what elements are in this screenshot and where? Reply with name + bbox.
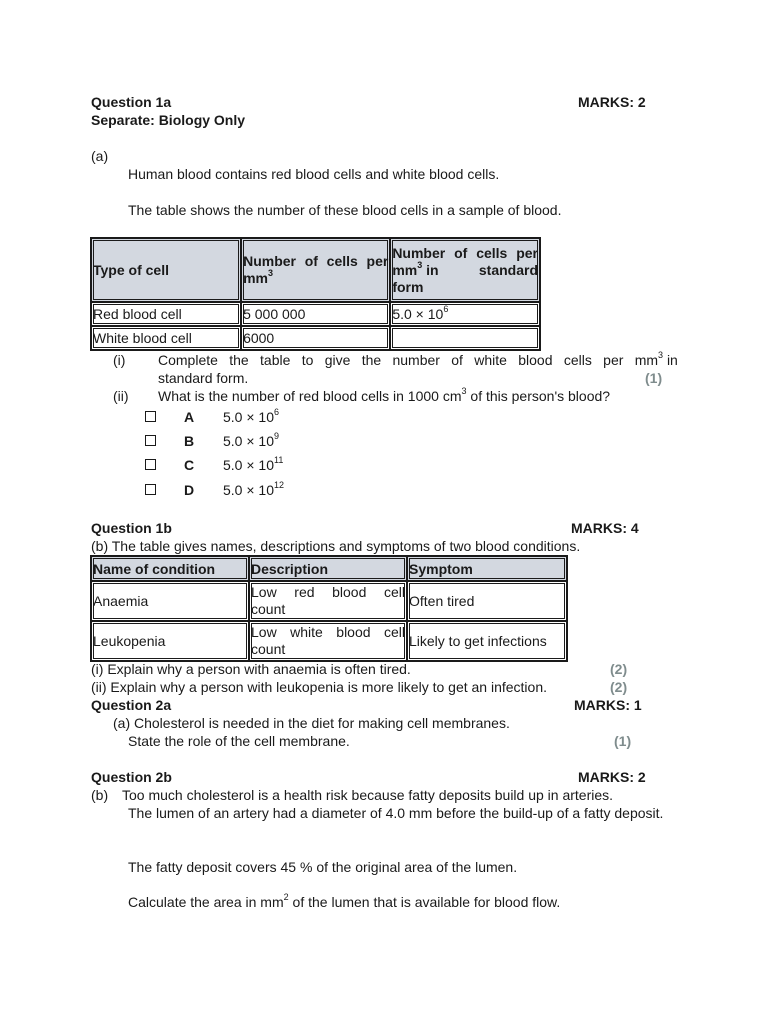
question-2a-line1: (a) Cholesterol is needed in the diet for making cell membranes. — [113, 715, 510, 731]
option-a[interactable]: A $5.0 \times 10^6$ — [145, 408, 156, 426]
question-1b-intro: (b) The table gives names, descriptions and symptoms of two blood conditions. — [91, 538, 581, 554]
question-2b-paragraph: The lumen of an artery had a diameter of 4.0 mm before the build-up of a fatty deposit. — [128, 805, 664, 821]
table-row: Red blood cell — [91, 302, 241, 326]
option-b[interactable]: B $5.0 \times 10^9$ — [145, 432, 156, 450]
option-c[interactable]: C $5.0 \times 10^{11}$ — [145, 456, 156, 474]
question-1a-subtitle: Separate: Biology Only — [91, 112, 246, 128]
question-2b-marks: MARKS: 2 — [578, 769, 646, 785]
checkbox-icon[interactable] — [145, 459, 156, 470]
question-2a-mark: (1) — [614, 733, 632, 749]
question-2a-title: Question 2a — [91, 697, 172, 713]
question-1a-part: (a) — [91, 148, 109, 164]
question-1a-line2: The table shows the number of these blood cells in a sample of blood. — [128, 202, 562, 218]
table-row: Anaemia — [91, 581, 249, 621]
question-2b-line1: Too much cholesterol is a health risk because fatty deposits build up in arteries. — [122, 787, 614, 803]
sub-question-i-mark: (1) — [645, 370, 663, 386]
question-1b-sub-ii: (ii) Explain why a person with leukopenia is more likely to get an infection. — [91, 679, 548, 695]
question-1a-marks: MARKS: 2 — [578, 94, 646, 110]
table-header-type: Type of cell — [91, 238, 241, 302]
table-header-standard-form: Number of cells per $mm^3$ in standard form — [390, 238, 540, 302]
checkbox-icon[interactable] — [145, 435, 156, 446]
question-1b-marks: MARKS: 4 — [571, 520, 639, 536]
table-header-description: Description — [249, 556, 407, 581]
question-1a-title: Question 1a — [91, 94, 172, 110]
question-1b-sub-i: (i) Explain why a person with anaemia is often tired. — [91, 661, 411, 677]
question-2b-part: (b) — [91, 787, 109, 803]
question-1b-title: Question 1b — [91, 520, 172, 536]
sub-question-i-text-cont: standard form. — [158, 370, 249, 386]
table-header-symptom: Symptom — [407, 556, 567, 581]
question-1b-sub-i-mark: (2) — [610, 661, 628, 677]
question-2a-line2: State the role of the cell membrane. — [128, 733, 350, 749]
blood-cell-table: Type of cell Number of cells per $mm^3$ Number of cells per $mm^3$ in standard form Red blood cell 5 000 000 $5.0 \times 10^6$ White blood cell 6000 — [90, 237, 541, 351]
option-d[interactable]: D $5.0 \times 10^{12}$ — [145, 481, 156, 499]
table-row: White blood cell — [91, 326, 241, 350]
question-2b-line4: Calculate the area in $mm^2$ of the lumen that is available for blood flow. — [128, 892, 561, 910]
question-1b-sub-ii-mark: (2) — [610, 679, 628, 695]
table-header-count: Number of cells per $mm^3$ — [241, 238, 390, 302]
checkbox-icon[interactable] — [145, 484, 156, 495]
sub-question-ii-text: What is the number of red blood cells in 1000 $cm^3$ of this person's blood? — [158, 386, 611, 404]
blood-condition-table: Name of condition Description Symptom Anaemia Low red blood cell count Often tired Leukopenia Low white blood cell count Likely to get infections — [90, 555, 568, 662]
answer-cell[interactable] — [390, 326, 540, 350]
question-2b-title: Question 2b — [91, 769, 172, 785]
table-header-condition: Name of condition — [91, 556, 249, 581]
sub-question-i-number: (i) — [113, 352, 126, 368]
sub-question-i-text: Complete the table to give the number of white blood cells per $mm^3$ in — [158, 350, 678, 368]
question-1a-line1: Human blood contains red blood cells and white blood cells. — [128, 166, 500, 182]
question-2b-line3: The fatty deposit covers 45 % of the original area of the lumen. — [128, 859, 518, 875]
table-row: Leukopenia — [91, 621, 249, 661]
question-2a-marks: MARKS: 1 — [574, 697, 642, 713]
checkbox-icon[interactable] — [145, 411, 156, 422]
sub-question-ii-number: (ii) — [113, 388, 129, 404]
